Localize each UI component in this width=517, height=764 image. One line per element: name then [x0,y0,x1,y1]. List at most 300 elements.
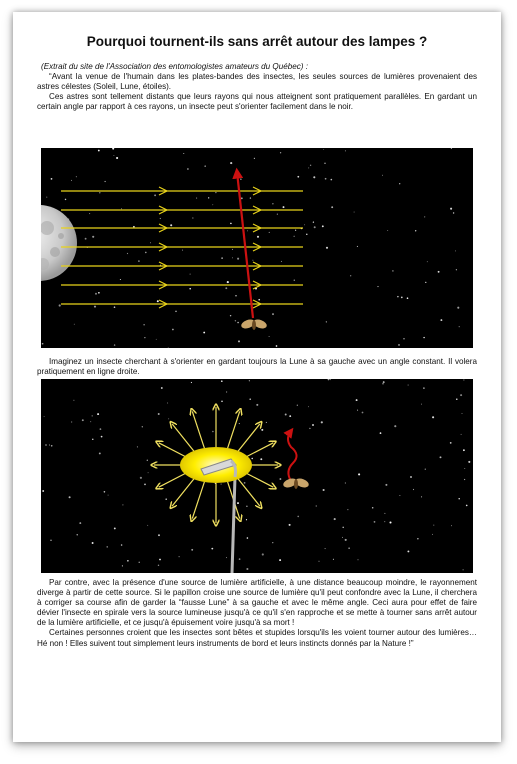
star [89,213,90,214]
star [304,224,305,225]
star [385,484,387,486]
star [42,490,44,492]
star [65,199,67,201]
star [74,324,75,325]
star [372,507,374,509]
star [450,208,452,210]
star [325,548,326,549]
star [401,297,403,299]
ray-line [244,443,274,458]
star [463,569,464,570]
star [252,260,253,261]
star [374,521,376,523]
star [384,521,385,522]
star [394,425,396,427]
star [403,338,404,339]
spiral-flight-path [288,431,297,481]
star [137,446,138,447]
star [330,379,331,380]
star [310,165,311,166]
star [433,525,434,526]
star [342,537,343,538]
star [97,413,99,415]
star [241,197,243,199]
star [425,282,426,283]
star [190,274,191,275]
star [279,478,281,480]
star [276,345,278,347]
star [90,421,91,422]
star [85,238,87,240]
star [421,404,422,405]
star [240,179,241,180]
star [247,230,248,231]
star [165,498,167,500]
star [345,483,346,484]
star [71,421,72,422]
star [256,404,258,406]
star [258,299,260,301]
star [99,452,101,454]
star [212,431,214,433]
star [451,525,452,526]
star [116,157,118,159]
star [239,423,240,424]
star [322,225,324,227]
star [51,178,53,180]
star [440,456,442,458]
star [92,236,94,238]
star [237,258,239,260]
star [144,484,146,486]
ray-line [192,482,204,519]
star [244,482,246,484]
star [266,422,267,423]
star [158,413,160,415]
star [187,168,189,170]
star [380,432,382,434]
star [309,428,310,429]
star [260,458,262,460]
star [345,539,347,541]
ray-line [172,424,195,452]
star [333,559,334,560]
star [345,150,346,151]
star [415,230,416,231]
star [249,380,250,381]
caption-paragraph: Imaginez un insecte cherchant à s'orienter en gardant toujours la Lune à sa gauche avec un angle constant. Il volera pratiquement en ligne droite. [37,357,477,377]
star [138,260,140,262]
star [246,519,247,520]
star [215,192,216,193]
star [191,549,193,551]
star [464,479,465,480]
star [251,458,252,459]
star [143,324,144,325]
star [463,380,464,381]
star [113,155,114,156]
star [280,152,281,153]
star [397,296,399,298]
star [358,559,359,560]
star [203,332,205,334]
star [466,505,468,507]
star [413,489,414,490]
intro-text [37,62,477,112]
mid-caption [37,357,477,377]
star [399,495,400,496]
star [127,560,129,562]
star [112,148,114,150]
star [92,542,94,544]
star [294,236,295,237]
flight-path-arrow [237,172,253,318]
star [328,379,329,380]
star [183,153,184,154]
star [295,230,296,231]
star [94,306,96,308]
star [410,476,412,478]
star [283,206,285,208]
star [145,252,147,254]
star [250,197,251,198]
star [308,406,309,407]
star [324,163,326,165]
star [230,162,232,164]
star [167,403,168,404]
star [139,562,140,563]
star [239,558,241,560]
star [423,387,425,389]
star [389,521,391,523]
star [82,419,84,421]
star [221,257,223,259]
star [140,477,142,479]
star [232,257,233,258]
star [384,513,385,514]
star [427,261,428,262]
star [246,506,248,508]
star [150,242,151,243]
star [168,347,169,348]
conclusion-text [37,578,477,649]
star [357,246,358,247]
star [456,269,457,270]
star [468,461,470,463]
paragraph-4: Certaines personnes croient que les insectes sont bêtes et stupides lorsqu'ils les voient tourner autour des lumières… Hé non ! Elles suivent tout simplement leurs instruments de bord et leurs instincts donnés par la Nature !” [37,628,477,648]
star [348,548,349,549]
star [232,249,233,250]
star [212,204,213,205]
star [230,223,232,225]
ray-line [159,443,189,458]
star [459,326,460,327]
star [98,292,100,294]
star [225,287,227,289]
star [269,336,270,337]
star [354,212,355,213]
star [314,226,316,228]
star [399,183,400,184]
star [392,270,394,272]
star [432,416,434,418]
star [423,337,424,338]
star [285,414,287,416]
star [281,261,282,262]
moon-rays-svg [41,148,473,348]
star [357,410,358,411]
moth-icon [282,477,310,489]
star [438,271,440,273]
star [142,426,143,427]
star [319,561,320,562]
star [154,194,156,196]
star [161,387,163,389]
ray-line [244,472,274,487]
star [147,525,148,526]
star [316,505,317,506]
star [308,167,309,168]
star [221,484,222,485]
star [407,550,409,552]
star [148,472,149,473]
star [455,250,456,251]
star [417,538,418,539]
star [45,444,47,446]
star [450,442,452,444]
star [159,559,161,561]
star [398,344,400,346]
lamp-rays-svg [41,379,473,573]
moon-icon [41,205,77,281]
paragraph-2: Ces astres sont tellement distants que leurs rayons qui nous atteignent sont pratiquement parallèles. En gardant un certain angle par rapport à ces rayons, un insecte peut s'orienter facilement dans le noir. [37,92,477,112]
star [331,206,333,208]
star [425,469,426,470]
star [158,565,159,566]
star [182,250,183,251]
star [297,405,298,406]
star [50,540,51,541]
star [461,434,462,435]
star [249,398,250,399]
starfield [41,148,460,348]
star [247,537,249,539]
star [49,445,50,446]
star [238,340,240,342]
star [297,176,299,178]
star [114,306,116,308]
star [77,534,78,535]
star [362,412,364,414]
star [221,400,223,402]
star [323,149,324,150]
star [325,178,327,180]
star [313,221,314,222]
star [383,381,385,383]
star [204,165,206,167]
star [262,553,264,555]
star [99,192,100,193]
star [382,175,383,176]
star [331,179,333,181]
star [297,516,299,518]
ray-line [228,411,240,448]
star [246,568,248,570]
star [463,449,465,451]
star [326,247,328,249]
star [313,176,315,178]
paragraph-1: “Avant la venue de l'humain dans les plates-bandes des insectes, les seules sources de lumières provenaient des astres célestes (Soleil, Lune, étoiles). [37,72,477,92]
star [101,436,103,438]
star [342,527,343,528]
moth-icon [240,318,268,330]
ray-line [237,424,260,452]
star [108,495,109,496]
star [272,203,273,204]
star [76,176,77,177]
star [105,181,106,182]
star [107,546,108,547]
star [432,534,433,535]
star [144,337,145,338]
star [92,439,93,440]
star [440,319,442,321]
star [460,394,462,396]
star [226,392,227,393]
star [100,428,102,430]
star [321,421,323,423]
star [51,445,53,447]
source-line: (Extrait du site de l'Association des entomologistes amateurs du Québec) : [41,62,308,71]
star [387,230,388,231]
star [350,275,351,276]
star [211,548,213,550]
star [179,556,180,557]
star [158,534,160,536]
star [196,198,197,199]
star [156,339,157,340]
star [189,288,191,290]
star [279,559,281,561]
star [121,208,122,209]
star [121,544,123,546]
star [95,293,97,295]
lamp-rays-illustration [41,379,473,573]
ray-line [159,472,189,487]
paragraph-3: Par contre, avec la présence d'une source de lumière artificielle, à une distance beaucoup moindre, le rayonnement diverge à partir de cette source. Si le papillon croise une source de lumière qu'il peut confondre avec la Lune, il cherchera à corriger sa course afin de garder la “fausse Lune” à sa gauche et avec le même angle. Ceci aura pour effet de faire dévier l'insecte en spirale vers la source lumineuse jusqu'à ce qu'il s'en rapproche et se mette à tourner sans arrêt autour de la lumière artificielle, et ce jusqu'à épuisement voire jusqu'à sa mort ! [37,578,477,628]
star [272,313,274,315]
star [456,399,457,400]
starfield [42,379,470,570]
star [424,216,425,217]
star [272,542,273,543]
star [192,218,193,219]
star [147,460,148,461]
ray-line [172,478,195,506]
star [408,385,409,386]
star [79,522,81,524]
parallel-rays [61,187,303,308]
star [122,565,123,566]
star [257,236,259,238]
star [44,416,45,417]
star [208,197,209,198]
star [277,214,278,215]
star [133,226,135,228]
star [92,415,93,416]
star [226,557,227,558]
star [235,320,236,321]
star [453,212,454,213]
star [191,382,192,383]
star [347,509,348,510]
star [120,279,121,280]
star [227,281,229,283]
star [46,197,47,198]
star [221,380,223,382]
star [127,253,128,254]
star [104,491,106,493]
star [170,224,172,226]
star [71,180,72,181]
star [261,429,263,431]
star [98,150,100,152]
star [312,424,314,426]
star [172,329,174,331]
star [289,415,291,417]
star [462,413,463,414]
star [157,300,159,302]
star [230,315,231,316]
ray-line [237,478,260,506]
star [451,148,452,149]
page-title: Pourquoi tournent-ils sans arrêt autour des lampes ? [86,34,428,49]
star [458,498,459,499]
star [334,518,336,520]
ray-line [192,411,204,448]
document-page [13,12,501,742]
star [73,400,74,401]
star [294,279,295,280]
star [122,504,123,505]
star [175,311,176,312]
star [237,322,239,324]
star [59,304,61,306]
star [269,232,270,233]
star [326,321,327,322]
star [323,489,325,491]
star [254,158,255,159]
star [237,502,239,504]
star [356,399,358,401]
star [69,496,71,498]
star [358,473,360,475]
star [407,297,409,299]
star [168,419,169,420]
star [306,234,307,235]
star [160,218,161,219]
star [289,524,291,526]
star [382,383,383,384]
star [464,468,465,469]
star [421,496,422,497]
moon-rays-illustration [41,148,473,348]
star [42,343,44,345]
star [457,307,459,309]
star [114,344,115,345]
star [114,527,116,529]
star [377,286,378,287]
